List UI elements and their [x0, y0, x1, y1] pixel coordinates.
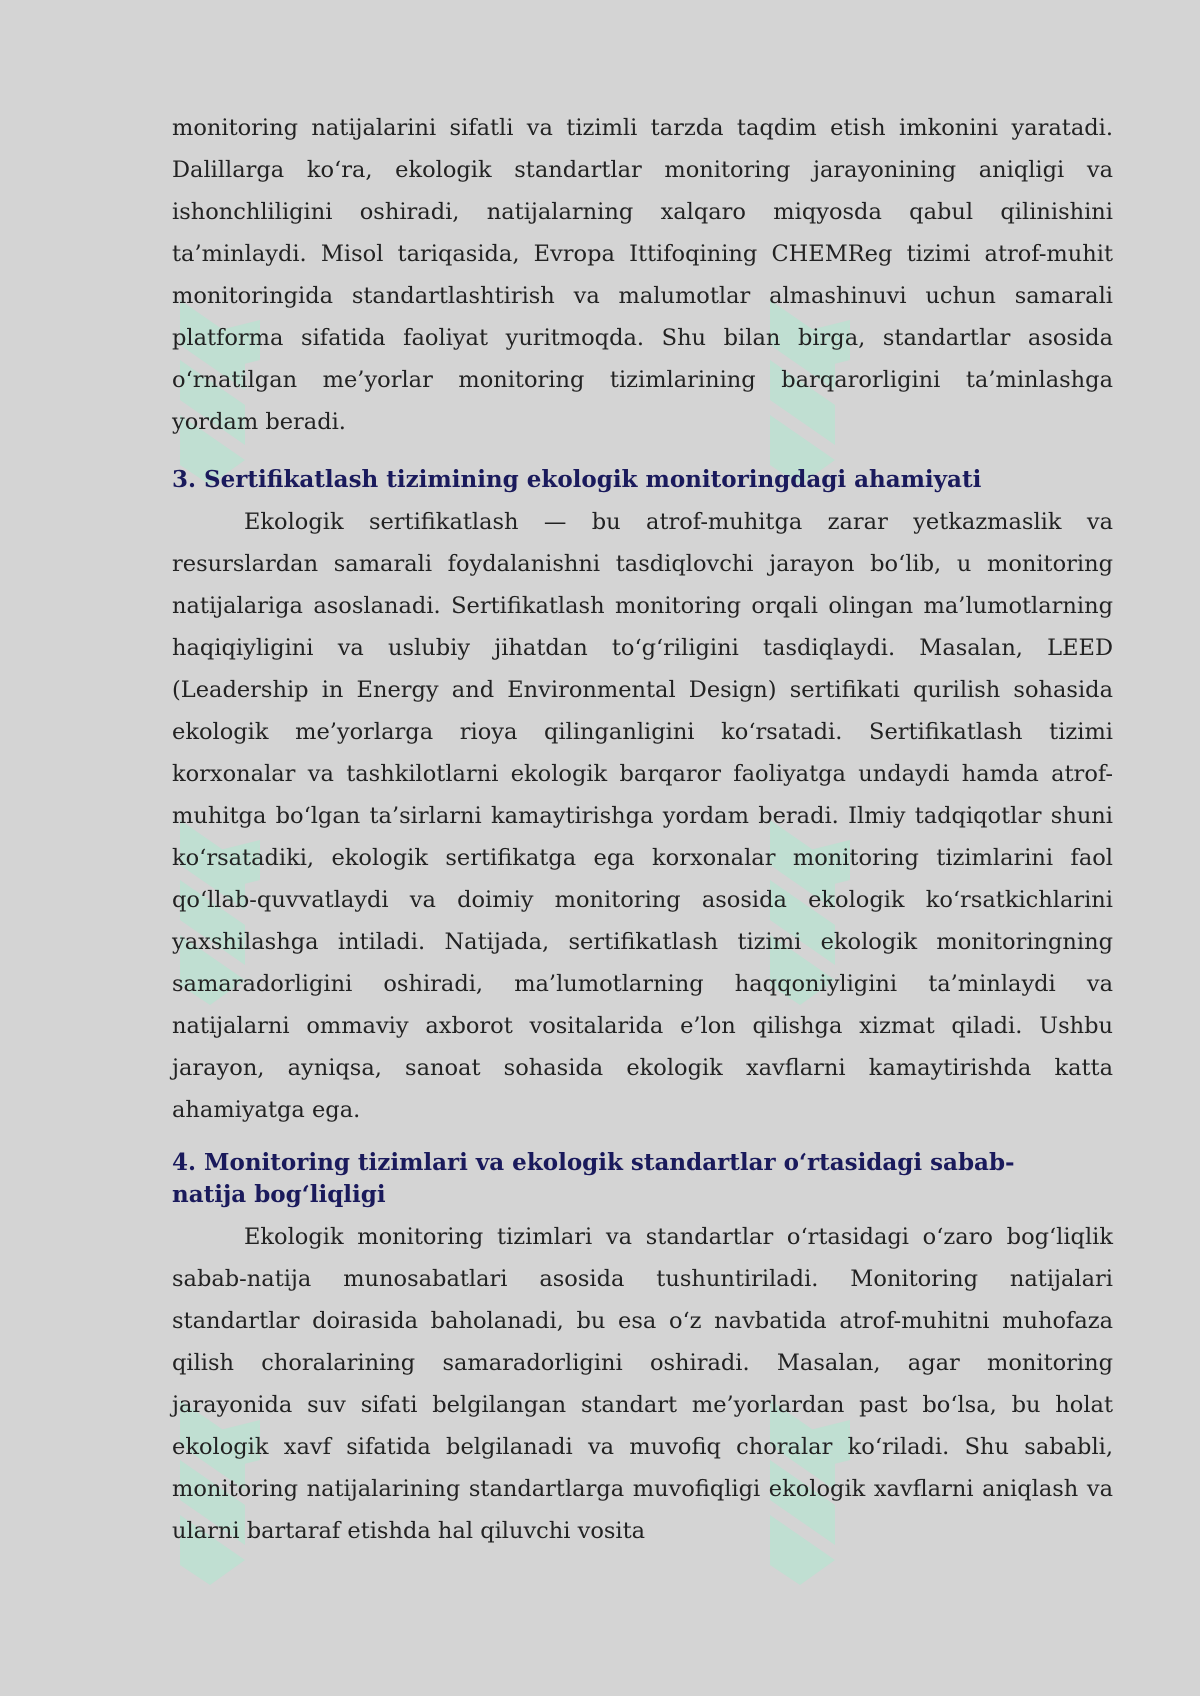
paragraph-cause-effect: Ekologik monitoring tizimlari va standartlar o‘rtasidagi o‘zaro bog‘liqlik sabab-natija munosabatlari asosida tushuntiriladi. Monitoring natijalari standartlar doirasida baholanadi, bu esa o‘z navbatida atrof-muhitni muhofaza qilish choralarining samaradorligini oshiradi. Masalan, agar monitoring jarayonida suv sifati belgilangan standart me’yorlardan past bo‘lsa, bu holat ekologik xavf sifatida belgilanadi va muvofiq choralar ko‘riladi. Shu sababli, monitoring natijalarining standartlarga muvofiqligi ekologik xavflarni aniqlash va ularni bartaraf etishda hal qiluvchi vosita — [172, 1224, 1113, 1544]
document-body — [172, 107, 1113, 1552]
section-4-heading — [172, 1147, 1113, 1211]
section-3-heading: 3. Sertifikatlash tizimining ekologik monitoringdagi ahamiyati — [172, 466, 982, 493]
section-4-heading-line1: 4. Monitoring tizimlari va ekologik standartlar o‘rtasidagi sabab- — [172, 1149, 1015, 1176]
paragraph-certification: Ekologik sertifikatlash — bu atrof-muhitga zarar yetkazmaslik va resurslardan samarali foydalanishni tasdiqlovchi jarayon bo‘lib, u monitoring natijalariga asoslanadi. Sertifikatlash monitoring orqali olingan ma’lumotlarning haqiqiyligini va uslubiy jihatdan to‘g‘riligini tasdiqlaydi. Masalan, LEED (Leadership in Energy and Environmental Design) sertifikati qurilish sohasida ekologik me’yorlarga rioya qilinganligini ko‘rsatadi. Sertifikatlash tizimi korxonalar va tashkilotlarni ekologik barqaror faoliyatga undaydi hamda atrof-muhitga bo‘lgan ta’sirlarni kamaytirishga yordam beradi. Ilmiy tadqiqotlar shuni ko‘rsatadiki, ekologik sertifikatga ega korxonalar monitoring tizimlarini faol qo‘llab-quvvatlaydi va doimiy monitoring asosida ekologik ko‘rsatkichlarini yaxshilashga intiladi. Natijada, sertifikatlash tizimi ekologik monitoringning samaradorligini oshiradi, ma’lumotlarning haqqoniyligini ta’minlaydi va natijalarni ommaviy axborot vositalarida e’lon qilishga xizmat qiladi. Ushbu jarayon, ayniqsa, sanoat sohasida ekologik xavflarni kamaytirishda katta ahamiyatga ega. — [172, 509, 1113, 1123]
section-4-heading-line2: natija bog‘liqligi — [172, 1181, 386, 1208]
paragraph-intro: monitoring natijalarini sifatli va tizimli tarzda taqdim etish imkonini yaratadi. Dalillarga ko‘ra, ekologik standartlar monitoring jarayonining aniqligi va ishonchliligini oshiradi, natijalarning xalqaro miqyosda qabul qilinishini ta’minlaydi. Misol tariqasida, Evropa Ittifoqining CHEMReg tizimi atrof-muhit monitoringida standartlashtirish va malumotlar almashinuvi uchun samarali platforma sifatida faoliyat yuritmoqda. Shu bilan birga, standartlar asosida o‘rnatilgan me’yorlar monitoring tizimlarining barqarorligini ta’minlashga yordam beradi. — [172, 115, 1113, 435]
